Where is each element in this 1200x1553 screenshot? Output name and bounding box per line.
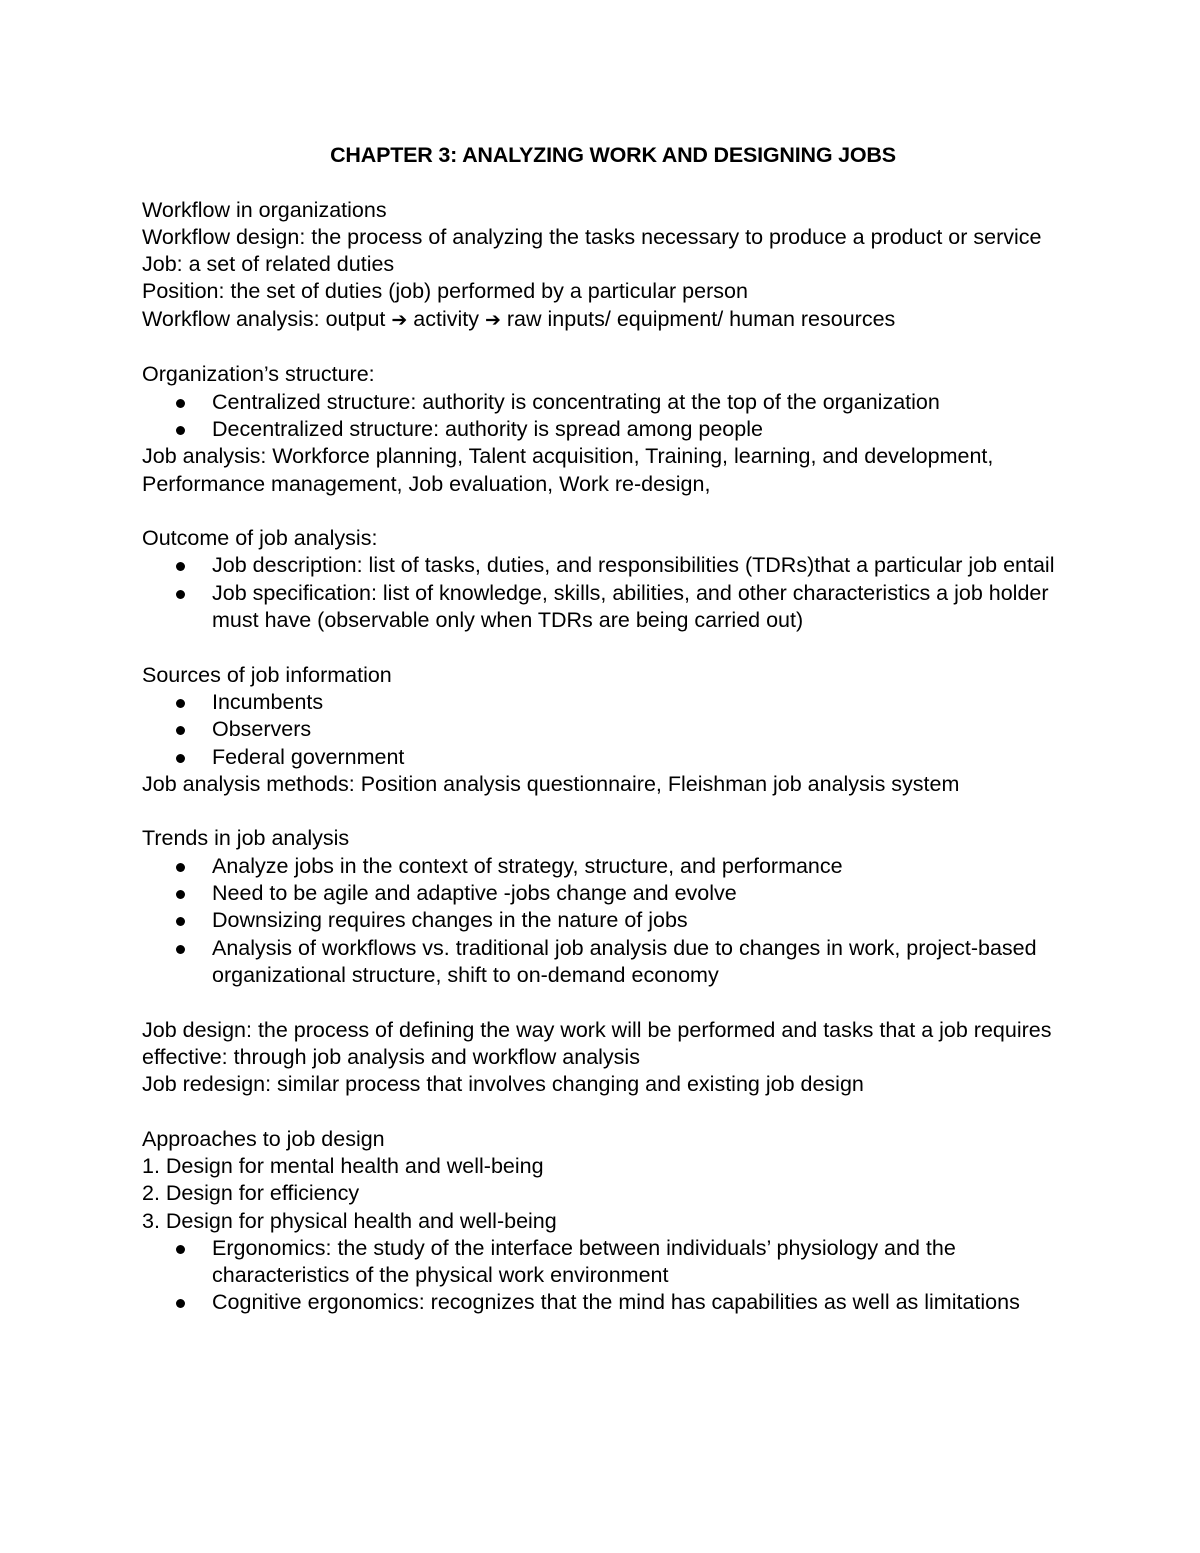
arrow-right-icon: ➔: [484, 308, 501, 331]
spacer: [142, 634, 1072, 661]
outcome-list: [142, 552, 1072, 634]
document-body: [142, 142, 1072, 1317]
list-item: [142, 744, 1072, 771]
approaches-heading: Approaches to job design: [142, 1126, 385, 1151]
workflow-analysis-line: [142, 306, 1072, 334]
list-item: [142, 1289, 1072, 1316]
numbered-item: 3. Design for physical health and well-being: [142, 1208, 557, 1233]
list-item-text: Analysis of workflows vs. traditional job analysis due to changes in work, project-based organizational structure, shift to on-demand economy: [212, 935, 1037, 987]
bullet-icon: [176, 562, 185, 571]
list-item-text: Incumbents: [212, 689, 324, 714]
job-design-definition: Job design: the process of defining the way work will be performed and tasks that a job requires effective: through job analysis and workflow analysis: [142, 1017, 1052, 1069]
sources-list: [142, 689, 1072, 771]
list-item: [142, 716, 1072, 743]
list-item-text: Cognitive ergonomics: recognizes that the mind has capabilities as well as limitations: [212, 1290, 1020, 1315]
job-redesign-definition: Job redesign: similar process that involves changing and existing job design: [142, 1072, 864, 1097]
list-item: [142, 580, 1072, 635]
bullet-icon: [176, 945, 185, 954]
spacer: [142, 989, 1072, 1016]
structure-list: [142, 389, 1072, 444]
list-item-text: Ergonomics: the study of the interface between individuals’ physiology and the characteristics of the physical work environment: [212, 1235, 956, 1288]
bullet-icon: [176, 699, 185, 708]
list-item: [142, 853, 1072, 880]
list-item-text: Decentralized structure: authority is spread among people: [212, 416, 763, 441]
job-definition: Job: a set of related duties: [142, 252, 395, 277]
list-item-text: Analyze jobs in the context of strategy, structure, and performance: [212, 853, 843, 878]
workflow-analysis-output: Workflow analysis: output: [142, 306, 386, 331]
workflow-design-definition: Workflow design: the process of analyzing the tasks necessary to produce a product or service: [142, 224, 1042, 249]
structure-heading: Organization’s structure:: [142, 362, 375, 387]
bullet-icon: [176, 917, 185, 926]
spacer: [142, 798, 1072, 825]
bullet-icon: [176, 1245, 185, 1254]
list-item-text: Federal government: [212, 744, 405, 769]
job-analysis-methods: Job analysis methods: Position analysis questionnaire, Fleishman job analysis system: [142, 771, 960, 796]
approaches-list: [142, 1235, 1072, 1317]
list-item-text: Job description: list of tasks, duties, and responsibilities (TDRs)that a particular job entail: [212, 553, 1055, 578]
list-item: [142, 689, 1072, 716]
list-item: [142, 389, 1072, 416]
bullet-icon: [176, 399, 185, 408]
trends-heading: Trends in job analysis: [142, 826, 350, 851]
workflow-analysis-activity: activity: [413, 306, 479, 331]
list-item: [142, 1235, 1072, 1290]
trends-list: [142, 853, 1072, 989]
bullet-icon: [176, 726, 185, 735]
list-item-text: Centralized structure: authority is concentrating at the top of the organization: [212, 389, 940, 414]
bullet-icon: [176, 890, 185, 899]
list-item: [142, 935, 1072, 990]
outcome-heading: Outcome of job analysis:: [142, 526, 378, 551]
list-item-text: Need to be agile and adaptive -jobs change and evolve: [212, 881, 737, 906]
bullet-icon: [176, 590, 185, 599]
sources-heading: Sources of job information: [142, 662, 392, 687]
page-title: CHAPTER 3: ANALYZING WORK AND DESIGNING JOBS: [330, 143, 896, 167]
bullet-icon: [176, 1299, 185, 1308]
numbered-item: 1. Design for mental health and well-being: [142, 1153, 544, 1178]
list-item-text: Job specification: list of knowledge, skills, abilities, and other characteristics a job holder must have (observable only when TDRs are being carried out): [212, 580, 1049, 633]
arrow-right-icon: ➔: [391, 308, 408, 331]
position-definition: Position: the set of duties (job) performed by a particular person: [142, 279, 748, 304]
spacer: [142, 334, 1072, 361]
list-item-text: Downsizing requires changes in the nature of jobs: [212, 908, 688, 933]
workflow-analysis-inputs: raw inputs/ equipment/ human resources: [506, 306, 896, 331]
list-item-text: Observers: [212, 717, 312, 742]
list-item: [142, 552, 1072, 579]
spacer: [142, 1098, 1072, 1125]
spacer: [142, 498, 1072, 525]
list-item: [142, 880, 1072, 907]
bullet-icon: [176, 754, 185, 763]
bullet-icon: [176, 863, 185, 872]
list-item: [142, 907, 1072, 934]
workflow-heading: Workflow in organizations: [142, 197, 387, 222]
bullet-icon: [176, 426, 185, 435]
numbered-item: 2. Design for efficiency: [142, 1181, 360, 1206]
list-item: [142, 416, 1072, 443]
job-analysis-line: Job analysis: Workforce planning, Talent acquisition, Training, learning, and development, Performance management, Job evaluation, Work re-design,: [142, 444, 994, 496]
